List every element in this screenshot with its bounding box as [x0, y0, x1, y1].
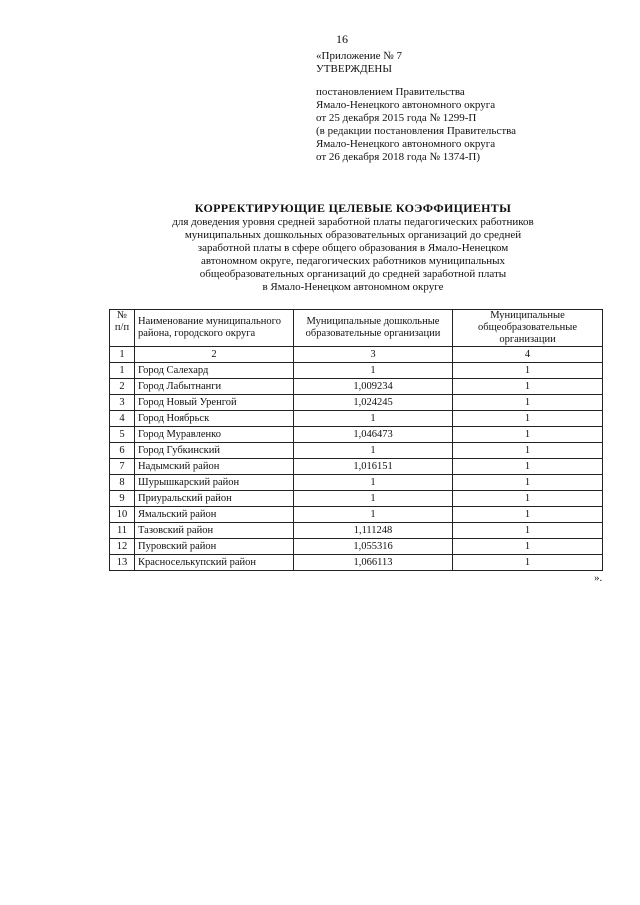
municipality-name: Город Новый Уренгой: [135, 395, 294, 411]
row-number: 6: [110, 443, 135, 459]
municipality-name: Пуровский район: [135, 539, 294, 555]
table-row: [110, 379, 603, 395]
preschool-coefficient: 1,024245: [294, 395, 453, 411]
municipality-name: Надымский район: [135, 459, 294, 475]
preschool-coefficient: 1,111248: [294, 523, 453, 539]
table-row: [110, 443, 603, 459]
row-number: 9: [110, 491, 135, 507]
subtitle-line: для доведения уровня средней заработной платы педагогических работников: [172, 216, 534, 228]
preschool-coefficient: 1: [294, 507, 453, 523]
subtitle-line: заработной платы в сфере общего образования в Ямало-Ненецком: [197, 242, 509, 254]
row-number: 10: [110, 507, 135, 523]
subtitle-line: муниципальных дошкольных образовательных организаций до средней: [184, 229, 522, 241]
table-row: [110, 475, 603, 491]
column-number: 2: [135, 347, 294, 363]
approval-line: Ямало-Ненецкого автономного округа: [316, 138, 496, 150]
general-education-coefficient: 1: [453, 395, 603, 411]
general-education-coefficient: 1: [453, 427, 603, 443]
row-number: 3: [110, 395, 135, 411]
row-number: 2: [110, 379, 135, 395]
table-row: [110, 427, 603, 443]
approval-line: (в редакции постановления Правительства: [316, 125, 517, 137]
header-general-education: Муниципальные общеобразовательные организации: [453, 310, 603, 347]
municipality-name: Город Муравленко: [135, 427, 294, 443]
municipality-name: Город Салехард: [135, 363, 294, 379]
general-education-coefficient: 1: [453, 507, 603, 523]
row-number: 5: [110, 427, 135, 443]
row-number: 4: [110, 411, 135, 427]
preschool-coefficient: 1: [294, 411, 453, 427]
general-education-coefficient: 1: [453, 443, 603, 459]
subtitle-line: общеобразовательных организаций до средней заработной платы: [199, 268, 507, 280]
header-municipality: Наименование муниципального района, городского округа: [135, 310, 294, 347]
preschool-coefficient: 1: [294, 491, 453, 507]
document-title: КОРРЕКТИРУЮЩИЕ ЦЕЛЕВЫЕ КОЭФФИЦИЕНТЫ: [194, 201, 512, 215]
table-body: [110, 363, 603, 571]
approval-block: [316, 50, 516, 164]
municipality-name: Город Лабытнанги: [135, 379, 294, 395]
table-row: [110, 363, 603, 379]
approval-line: Ямало-Ненецкого автономного округа: [316, 99, 496, 111]
preschool-coefficient: 1,055316: [294, 539, 453, 555]
subtitle-line: автономном округе, педагогических работников муниципальных: [200, 255, 506, 267]
document-subtitle: [118, 216, 588, 294]
general-education-coefficient: 1: [453, 459, 603, 475]
general-education-coefficient: 1: [453, 363, 603, 379]
municipality-name: Ямальский район: [135, 507, 294, 523]
table-row: [110, 539, 603, 555]
row-number: 8: [110, 475, 135, 491]
municipality-name: Красноселькупский район: [135, 555, 294, 571]
municipality-name: Приуральский район: [135, 491, 294, 507]
preschool-coefficient: 1,009234: [294, 379, 453, 395]
approved-label: УТВЕРЖДЕНЫ: [316, 63, 392, 75]
general-education-coefficient: 1: [453, 539, 603, 555]
subtitle-line: в Ямало-Ненецком автономном округе: [262, 281, 444, 293]
row-number: 12: [110, 539, 135, 555]
table-row: [110, 507, 603, 523]
table-header-row: [110, 310, 603, 347]
preschool-coefficient: 1: [294, 443, 453, 459]
column-number: 1: [110, 347, 135, 363]
general-education-coefficient: 1: [453, 555, 603, 571]
column-numbers-row: [110, 347, 603, 363]
page-number: 16: [336, 32, 348, 46]
preschool-coefficient: 1,016151: [294, 459, 453, 475]
approval-line: постановлением Правительства: [316, 86, 465, 98]
closing-quote: ».: [594, 572, 603, 584]
table-row: [110, 395, 603, 411]
header-preschool: Муниципальные дошкольные образовательные организации: [294, 310, 453, 347]
general-education-coefficient: 1: [453, 475, 603, 491]
title-block: [118, 201, 588, 294]
row-number: 1: [110, 363, 135, 379]
preschool-coefficient: 1: [294, 475, 453, 491]
row-number: 7: [110, 459, 135, 475]
header-number: № п/п: [110, 310, 135, 347]
column-number: 3: [294, 347, 453, 363]
preschool-coefficient: 1: [294, 363, 453, 379]
approval-line: от 26 декабря 2018 года № 1374-П): [316, 151, 481, 163]
table-row: [110, 555, 603, 571]
table-row: [110, 491, 603, 507]
preschool-coefficient: 1,046473: [294, 427, 453, 443]
general-education-coefficient: 1: [453, 491, 603, 507]
general-education-coefficient: 1: [453, 411, 603, 427]
row-number: 11: [110, 523, 135, 539]
municipality-name: Город Губкинский: [135, 443, 294, 459]
appendix-label: «Приложение № 7: [316, 50, 403, 62]
general-education-coefficient: 1: [453, 379, 603, 395]
coefficients-table: [109, 309, 603, 571]
row-number: 13: [110, 555, 135, 571]
table-row: [110, 459, 603, 475]
preschool-coefficient: 1,066113: [294, 555, 453, 571]
table-row: [110, 411, 603, 427]
general-education-coefficient: 1: [453, 523, 603, 539]
table-row: [110, 523, 603, 539]
approval-line: от 25 декабря 2015 года № 1299-П: [316, 112, 477, 124]
column-number: 4: [453, 347, 603, 363]
municipality-name: Тазовский район: [135, 523, 294, 539]
municipality-name: Шурышкарский район: [135, 475, 294, 491]
municipality-name: Город Ноябрьск: [135, 411, 294, 427]
